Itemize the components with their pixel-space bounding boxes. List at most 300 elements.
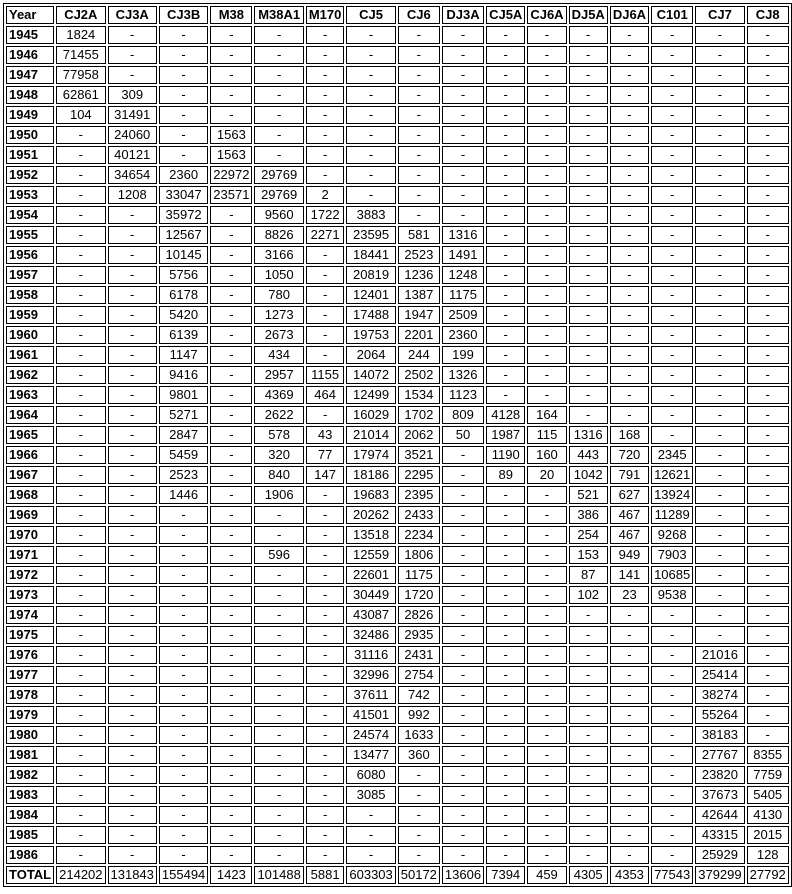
value-cell: 1987: [486, 426, 525, 444]
value-cell: 1208: [108, 186, 157, 204]
value-cell: -: [610, 746, 649, 764]
value-cell: -: [695, 426, 744, 444]
value-cell: -: [569, 226, 608, 244]
value-cell: -: [56, 806, 105, 824]
year-cell: 1972: [6, 566, 54, 584]
value-cell: 9416: [159, 366, 208, 384]
value-cell: -: [210, 446, 252, 464]
column-header: CJ5A: [486, 6, 525, 24]
total-value-cell: 101488: [254, 866, 303, 884]
total-value-cell: 379299: [695, 866, 744, 884]
value-cell: -: [306, 286, 345, 304]
value-cell: -: [569, 86, 608, 104]
value-cell: -: [442, 826, 484, 844]
value-cell: 11289: [651, 506, 693, 524]
total-value-cell: 13606: [442, 866, 484, 884]
value-cell: -: [442, 206, 484, 224]
value-cell: -: [747, 306, 789, 324]
value-cell: -: [610, 166, 649, 184]
column-header: CJ6A: [527, 6, 566, 24]
value-cell: -: [254, 786, 303, 804]
value-cell: -: [56, 526, 105, 544]
value-cell: -: [486, 606, 525, 624]
value-cell: -: [747, 266, 789, 284]
value-cell: 20: [527, 466, 566, 484]
value-cell: -: [306, 746, 345, 764]
value-cell: -: [210, 306, 252, 324]
value-cell: -: [159, 586, 208, 604]
value-cell: -: [442, 726, 484, 744]
value-cell: -: [159, 66, 208, 84]
value-cell: -: [747, 326, 789, 344]
value-cell: 1316: [569, 426, 608, 444]
value-cell: -: [306, 346, 345, 364]
value-cell: -: [651, 246, 693, 264]
value-cell: -: [695, 366, 744, 384]
table-row: [6, 846, 789, 864]
value-cell: 13518: [346, 526, 395, 544]
value-cell: -: [56, 466, 105, 484]
table-row: [6, 426, 789, 444]
value-cell: -: [306, 666, 345, 684]
value-cell: -: [695, 266, 744, 284]
value-cell: 4369: [254, 386, 303, 404]
value-cell: 18441: [346, 246, 395, 264]
total-value-cell: 214202: [56, 866, 105, 884]
value-cell: -: [486, 646, 525, 664]
value-cell: -: [486, 846, 525, 864]
value-cell: 87: [569, 566, 608, 584]
table-body: [6, 26, 789, 884]
value-cell: 23571: [210, 186, 252, 204]
table-row: [6, 346, 789, 364]
value-cell: 43087: [346, 606, 395, 624]
value-cell: -: [306, 566, 345, 584]
value-cell: -: [210, 766, 252, 784]
value-cell: 627: [610, 486, 649, 504]
value-cell: 153: [569, 546, 608, 564]
value-cell: -: [56, 826, 105, 844]
value-cell: 443: [569, 446, 608, 464]
value-cell: -: [527, 826, 566, 844]
value-cell: 27767: [695, 746, 744, 764]
value-cell: 596: [254, 546, 303, 564]
value-cell: -: [56, 246, 105, 264]
value-cell: -: [527, 506, 566, 524]
value-cell: -: [486, 366, 525, 384]
year-cell: 1960: [6, 326, 54, 344]
value-cell: 17974: [346, 446, 395, 464]
value-cell: -: [398, 806, 440, 824]
value-cell: -: [651, 606, 693, 624]
value-cell: -: [306, 646, 345, 664]
value-cell: -: [159, 106, 208, 124]
value-cell: -: [747, 166, 789, 184]
value-cell: -: [610, 666, 649, 684]
value-cell: -: [159, 126, 208, 144]
value-cell: -: [610, 626, 649, 644]
value-cell: -: [159, 746, 208, 764]
year-cell: 1979: [6, 706, 54, 724]
value-cell: -: [159, 506, 208, 524]
value-cell: 12621: [651, 466, 693, 484]
value-cell: -: [486, 186, 525, 204]
value-cell: 360: [398, 746, 440, 764]
value-cell: -: [695, 106, 744, 124]
value-cell: -: [486, 326, 525, 344]
table-row: [6, 106, 789, 124]
value-cell: -: [210, 106, 252, 124]
value-cell: -: [486, 246, 525, 264]
year-cell: 1970: [6, 526, 54, 544]
value-cell: -: [527, 306, 566, 324]
value-cell: -: [527, 126, 566, 144]
value-cell: -: [210, 246, 252, 264]
value-cell: -: [695, 26, 744, 44]
year-cell: 1949: [6, 106, 54, 124]
value-cell: 1190: [486, 446, 525, 464]
value-cell: -: [346, 106, 395, 124]
value-cell: -: [210, 426, 252, 444]
value-cell: -: [210, 726, 252, 744]
value-cell: -: [398, 826, 440, 844]
value-cell: -: [346, 146, 395, 164]
value-cell: -: [56, 406, 105, 424]
value-cell: -: [486, 206, 525, 224]
value-cell: -: [695, 286, 744, 304]
value-cell: -: [569, 306, 608, 324]
value-cell: 2360: [159, 166, 208, 184]
year-cell: 1965: [6, 426, 54, 444]
value-cell: -: [56, 266, 105, 284]
value-cell: -: [610, 246, 649, 264]
value-cell: 9801: [159, 386, 208, 404]
value-cell: -: [610, 326, 649, 344]
column-header: M38: [210, 6, 252, 24]
value-cell: -: [254, 666, 303, 684]
value-cell: -: [569, 126, 608, 144]
value-cell: -: [254, 646, 303, 664]
value-cell: -: [210, 626, 252, 644]
value-cell: -: [747, 206, 789, 224]
value-cell: -: [254, 706, 303, 724]
value-cell: -: [486, 106, 525, 124]
value-cell: -: [159, 546, 208, 564]
value-cell: 5756: [159, 266, 208, 284]
value-cell: -: [346, 66, 395, 84]
value-cell: -: [210, 406, 252, 424]
value-cell: -: [442, 46, 484, 64]
value-cell: -: [398, 166, 440, 184]
value-cell: -: [210, 366, 252, 384]
value-cell: -: [108, 46, 157, 64]
value-cell: 2234: [398, 526, 440, 544]
value-cell: -: [442, 546, 484, 564]
value-cell: -: [747, 446, 789, 464]
value-cell: -: [569, 806, 608, 824]
value-cell: -: [651, 806, 693, 824]
value-cell: 37673: [695, 786, 744, 804]
value-cell: -: [56, 166, 105, 184]
value-cell: -: [747, 506, 789, 524]
value-cell: -: [159, 566, 208, 584]
value-cell: -: [210, 86, 252, 104]
column-header: M170: [306, 6, 345, 24]
value-cell: 12559: [346, 546, 395, 564]
value-cell: -: [610, 726, 649, 744]
value-cell: -: [108, 786, 157, 804]
value-cell: -: [610, 366, 649, 384]
value-cell: 1534: [398, 386, 440, 404]
value-cell: -: [108, 286, 157, 304]
value-cell: 2: [306, 186, 345, 204]
value-cell: -: [610, 26, 649, 44]
column-header: CJ8: [747, 6, 789, 24]
total-value-cell: 155494: [159, 866, 208, 884]
value-cell: -: [306, 506, 345, 524]
value-cell: 24574: [346, 726, 395, 744]
value-cell: -: [695, 126, 744, 144]
value-cell: -: [610, 406, 649, 424]
value-cell: 7759: [747, 766, 789, 784]
value-cell: -: [569, 386, 608, 404]
value-cell: -: [346, 86, 395, 104]
value-cell: -: [442, 666, 484, 684]
value-cell: -: [569, 46, 608, 64]
value-cell: -: [527, 486, 566, 504]
column-header: DJ3A: [442, 6, 484, 24]
value-cell: -: [695, 466, 744, 484]
value-cell: -: [527, 146, 566, 164]
value-cell: 2754: [398, 666, 440, 684]
value-cell: -: [254, 86, 303, 104]
table-row: [6, 786, 789, 804]
value-cell: -: [747, 146, 789, 164]
value-cell: -: [56, 286, 105, 304]
value-cell: -: [569, 706, 608, 724]
value-cell: 33047: [159, 186, 208, 204]
value-cell: 34654: [108, 166, 157, 184]
value-cell: -: [747, 366, 789, 384]
value-cell: -: [306, 266, 345, 284]
value-cell: -: [159, 26, 208, 44]
value-cell: 102: [569, 586, 608, 604]
value-cell: -: [747, 246, 789, 264]
value-cell: -: [651, 746, 693, 764]
value-cell: -: [398, 786, 440, 804]
year-cell: 1967: [6, 466, 54, 484]
value-cell: -: [159, 766, 208, 784]
value-cell: -: [695, 566, 744, 584]
value-cell: -: [442, 626, 484, 644]
value-cell: 386: [569, 506, 608, 524]
value-cell: -: [442, 26, 484, 44]
value-cell: -: [108, 486, 157, 504]
value-cell: -: [56, 186, 105, 204]
value-cell: 128: [747, 846, 789, 864]
value-cell: -: [398, 766, 440, 784]
value-cell: 467: [610, 506, 649, 524]
value-cell: -: [108, 366, 157, 384]
value-cell: -: [610, 386, 649, 404]
table-row: [6, 506, 789, 524]
value-cell: 1326: [442, 366, 484, 384]
value-cell: 2509: [442, 306, 484, 324]
value-cell: -: [254, 686, 303, 704]
total-value-cell: 5881: [306, 866, 345, 884]
value-cell: -: [210, 506, 252, 524]
column-header: CJ3A: [108, 6, 157, 24]
value-cell: 23: [610, 586, 649, 604]
value-cell: -: [651, 66, 693, 84]
year-cell: 1968: [6, 486, 54, 504]
value-cell: -: [527, 186, 566, 204]
value-cell: -: [486, 546, 525, 564]
value-cell: -: [651, 646, 693, 664]
value-cell: 2360: [442, 326, 484, 344]
value-cell: 309: [108, 86, 157, 104]
value-cell: -: [651, 106, 693, 124]
table-row: [6, 466, 789, 484]
value-cell: -: [442, 106, 484, 124]
value-cell: -: [747, 586, 789, 604]
column-header: CJ3B: [159, 6, 208, 24]
table-row: [6, 546, 789, 564]
value-cell: -: [254, 26, 303, 44]
value-cell: 16029: [346, 406, 395, 424]
table-row: [6, 186, 789, 204]
value-cell: -: [610, 206, 649, 224]
year-cell: 1954: [6, 206, 54, 224]
value-cell: -: [210, 806, 252, 824]
value-cell: -: [56, 706, 105, 724]
value-cell: -: [747, 726, 789, 744]
value-cell: -: [651, 406, 693, 424]
value-cell: -: [610, 106, 649, 124]
year-cell: 1964: [6, 406, 54, 424]
value-cell: -: [442, 446, 484, 464]
table-row: [6, 666, 789, 684]
table-row: [6, 646, 789, 664]
value-cell: -: [569, 286, 608, 304]
value-cell: -: [527, 586, 566, 604]
total-label-cell: TOTAL: [6, 866, 54, 884]
value-cell: -: [442, 166, 484, 184]
value-cell: -: [306, 146, 345, 164]
value-cell: -: [747, 26, 789, 44]
value-cell: 1563: [210, 146, 252, 164]
value-cell: -: [56, 686, 105, 704]
value-cell: 5459: [159, 446, 208, 464]
value-cell: -: [210, 386, 252, 404]
value-cell: 949: [610, 546, 649, 564]
value-cell: 4130: [747, 806, 789, 824]
value-cell: 147: [306, 466, 345, 484]
value-cell: -: [569, 766, 608, 784]
value-cell: -: [56, 426, 105, 444]
value-cell: 720: [610, 446, 649, 464]
value-cell: 22601: [346, 566, 395, 584]
value-cell: -: [210, 666, 252, 684]
value-cell: -: [610, 286, 649, 304]
value-cell: 29769: [254, 186, 303, 204]
value-cell: -: [486, 486, 525, 504]
year-cell: 1975: [6, 626, 54, 644]
value-cell: 7903: [651, 546, 693, 564]
column-header: C101: [651, 6, 693, 24]
value-cell: -: [108, 426, 157, 444]
value-cell: -: [527, 626, 566, 644]
value-cell: 9560: [254, 206, 303, 224]
value-cell: -: [569, 326, 608, 344]
value-cell: -: [108, 626, 157, 644]
value-cell: 2395: [398, 486, 440, 504]
value-cell: 32486: [346, 626, 395, 644]
value-cell: -: [651, 766, 693, 784]
value-cell: -: [695, 506, 744, 524]
value-cell: -: [569, 646, 608, 664]
value-cell: -: [346, 806, 395, 824]
value-cell: -: [108, 466, 157, 484]
value-cell: -: [747, 666, 789, 684]
year-cell: 1980: [6, 726, 54, 744]
value-cell: -: [651, 426, 693, 444]
value-cell: -: [108, 706, 157, 724]
value-cell: -: [695, 66, 744, 84]
value-cell: -: [442, 786, 484, 804]
value-cell: -: [398, 66, 440, 84]
value-cell: 1273: [254, 306, 303, 324]
value-cell: -: [210, 646, 252, 664]
table-row: [6, 586, 789, 604]
value-cell: -: [527, 686, 566, 704]
value-cell: -: [569, 666, 608, 684]
value-cell: 840: [254, 466, 303, 484]
value-cell: 244: [398, 346, 440, 364]
value-cell: 20262: [346, 506, 395, 524]
value-cell: -: [610, 266, 649, 284]
value-cell: -: [159, 46, 208, 64]
value-cell: -: [747, 646, 789, 664]
value-cell: -: [210, 26, 252, 44]
value-cell: -: [695, 226, 744, 244]
value-cell: 1722: [306, 206, 345, 224]
value-cell: -: [527, 726, 566, 744]
year-cell: 1984: [6, 806, 54, 824]
value-cell: -: [486, 686, 525, 704]
value-cell: 13477: [346, 746, 395, 764]
value-cell: -: [442, 846, 484, 864]
value-cell: 742: [398, 686, 440, 704]
value-cell: 25929: [695, 846, 744, 864]
value-cell: -: [527, 366, 566, 384]
value-cell: 2957: [254, 366, 303, 384]
value-cell: -: [527, 746, 566, 764]
year-cell: 1947: [6, 66, 54, 84]
year-cell: 1950: [6, 126, 54, 144]
value-cell: -: [56, 226, 105, 244]
value-cell: 791: [610, 466, 649, 484]
table-row: [6, 266, 789, 284]
value-cell: -: [346, 186, 395, 204]
value-cell: -: [108, 346, 157, 364]
value-cell: -: [108, 646, 157, 664]
table-row: [6, 386, 789, 404]
value-cell: -: [486, 26, 525, 44]
value-cell: -: [486, 726, 525, 744]
value-cell: -: [695, 306, 744, 324]
value-cell: 1316: [442, 226, 484, 244]
